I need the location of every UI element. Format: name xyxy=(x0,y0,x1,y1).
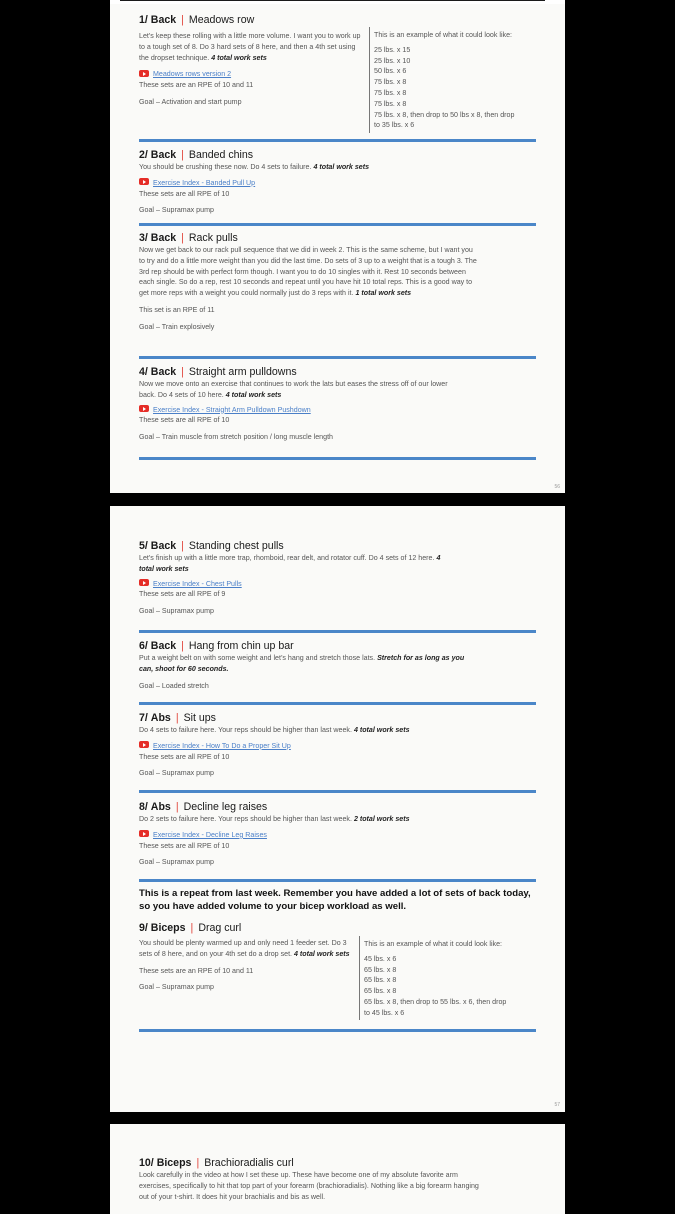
exercise-category: Back xyxy=(150,14,177,26)
exercise-number: 2/ xyxy=(139,149,148,161)
exercise-description: Look carefully in the video at how I set these up. These have become one of my absolute favorite arm exercises, specifically to hit that top part of your forearm (brachioradialis). Nothing like a big forearm hanging out of your t-shirt. It does hit your brachialis and bis as well. xyxy=(139,1171,479,1201)
exercise-body xyxy=(139,162,536,216)
exercise-category: Biceps xyxy=(156,1157,192,1169)
example-line: 25 lbs. x 15 xyxy=(374,45,411,54)
title-separator: | xyxy=(181,14,184,26)
example-lines xyxy=(364,954,540,1019)
exercise-number: 8/ xyxy=(139,801,148,813)
exercise-section-3 xyxy=(139,232,536,333)
exercise-name: Drag curl xyxy=(198,922,242,934)
example-line: 45 lbs. x 6 xyxy=(364,954,397,963)
exercise-description: Now we move onto an exercise that continues to work the lats but eases the stress off of our lower back. Do 4 sets of 10 here. 4 total work sets xyxy=(139,380,448,399)
exercise-description: Put a weight belt on with some weight and let’s hang and stretch those lats. Stretch for as long as you can, shoot for 60 seconds. xyxy=(139,654,465,673)
exercise-section-6 xyxy=(139,640,536,691)
section-divider xyxy=(139,457,536,460)
exercise-category: Back xyxy=(150,540,177,552)
rpe-note: These sets are all RPE of 10 xyxy=(139,416,230,425)
exercise-description: Do 2 sets to failure here. Your reps should be higher than last week. 2 total work sets xyxy=(139,815,410,823)
exercise-name: Straight arm pulldowns xyxy=(188,366,297,378)
exercise-number: 10/ xyxy=(139,1157,154,1169)
work-sets-emphasis: 4 total work sets xyxy=(313,163,370,171)
exercise-description: Now we get back to our rack pull sequence that we did in week 2. This is the same scheme, but I want you to try and do a little more weight than you did the last time. Do sets of 3 up to a weight that is a tough 3. The 3rd rep should be with perfect form though. I want you to do 10 singles with it. Rest 10 seconds between each single. So do a rep, rest 10 seconds and repeat until you have hit 10 total reps. This is a good way to get more reps with a weight you could normally just do 3 reps with it. 1 total work sets xyxy=(139,246,477,298)
title-separator: | xyxy=(181,640,184,652)
rpe-note: These sets are all RPE of 10 xyxy=(139,752,230,761)
page-number: 56 xyxy=(554,484,560,490)
exercise-description: You should be crushing these now. Do 4 sets to failure. 4 total work sets xyxy=(139,163,370,171)
title-separator: | xyxy=(181,232,184,244)
example-line: 50 lbs. x 6 xyxy=(374,67,407,76)
exercise-name: Rack pulls xyxy=(188,232,238,244)
video-link[interactable]: Meadows rows version 2 xyxy=(139,69,365,80)
section-divider xyxy=(139,879,536,882)
work-sets-emphasis: 4 total work sets xyxy=(225,390,282,399)
exercise-title xyxy=(139,540,536,553)
section-divider xyxy=(139,790,536,793)
exercise-name: Sit ups xyxy=(183,712,216,724)
title-separator: | xyxy=(196,1157,200,1169)
exercise-title xyxy=(139,922,536,935)
exercise-number: 3/ xyxy=(139,232,148,244)
section-divider xyxy=(139,630,536,633)
title-separator: | xyxy=(181,540,184,552)
goal-text: Goal – Supramax pump xyxy=(139,858,214,867)
goal-text: Goal – Supramax pump xyxy=(139,607,214,616)
example-line: 65 lbs. x 8 xyxy=(364,976,397,985)
work-sets-emphasis: 4 total work sets xyxy=(139,554,441,573)
example-lines xyxy=(374,45,546,131)
example-intro: This is an example of what it could look like: xyxy=(374,31,512,39)
video-link[interactable]: Exercise Index - Straight Arm Pulldown Pushdown xyxy=(139,405,449,416)
top-band xyxy=(110,0,565,4)
title-separator: | xyxy=(175,801,179,813)
rpe-note: These sets are all RPE of 9 xyxy=(139,590,226,599)
section-divider xyxy=(139,356,536,359)
exercise-title xyxy=(139,712,536,725)
youtube-icon xyxy=(139,741,149,748)
youtube-icon xyxy=(139,405,149,412)
goal-text: Goal – Supramax pump xyxy=(139,206,214,215)
example-line: 75 lbs. x 8, then drop to 50 lbs x 8, then drop xyxy=(374,110,515,119)
exercise-title xyxy=(139,366,536,379)
exercise-name: Hang from chin up bar xyxy=(188,640,294,652)
example-column xyxy=(369,27,546,133)
exercise-name: Standing chest pulls xyxy=(188,540,284,552)
exercise-name: Meadows row xyxy=(188,14,255,26)
section-divider xyxy=(139,223,536,226)
exercise-description: You should be plenty warmed up and only need 1 feeder set. Do 3 sets of 8 here, and on your 4th set do a drop set. 4 total work sets xyxy=(139,939,350,958)
exercise-title xyxy=(139,801,536,814)
work-sets-emphasis: 4 total work sets xyxy=(294,949,350,958)
exercise-category: Back xyxy=(150,640,177,652)
youtube-icon xyxy=(139,579,149,586)
exercise-section-4 xyxy=(139,366,536,443)
rpe-note: These sets are all RPE of 10 xyxy=(139,841,230,850)
example-intro: This is an example of what it could look like: xyxy=(364,940,502,948)
example-line: to 35 lbs. x 6 xyxy=(374,121,415,130)
document-page-56 xyxy=(110,0,565,493)
example-line: 65 lbs. x 8 xyxy=(364,987,397,996)
exercise-category: Back xyxy=(150,232,177,244)
goal-text: Goal – Train explosively xyxy=(139,322,215,331)
title-separator: | xyxy=(175,712,179,724)
youtube-icon xyxy=(139,830,149,837)
exercise-title xyxy=(139,1157,536,1170)
example-line: 75 lbs. x 8 xyxy=(374,99,407,108)
exercise-description: Let’s finish up with a little more trap, rhomboid, rear delt, and rotator cuff. Do 4 sets of 12 here. 4 total work sets xyxy=(139,554,441,573)
youtube-icon xyxy=(139,70,149,77)
exercise-title xyxy=(139,14,536,27)
goal-text: Goal – Supramax pump xyxy=(139,983,214,992)
exercise-category: Biceps xyxy=(150,922,186,934)
exercise-number: 9/ xyxy=(139,922,148,934)
section-divider xyxy=(139,139,536,142)
exercise-description: Do 4 sets to failure here. Your reps should be higher than last week. 4 total work sets xyxy=(139,726,410,734)
youtube-icon xyxy=(139,178,149,185)
section-divider xyxy=(139,702,536,705)
example-line: 75 lbs. x 8 xyxy=(374,88,407,97)
goal-text: Goal – Supramax pump xyxy=(139,769,214,778)
rpe-note: These sets are an RPE of 10 and 11 xyxy=(139,81,254,90)
document-page-58 xyxy=(110,1124,565,1214)
goal-text: Goal – Activation and start pump xyxy=(139,97,242,106)
title-separator: | xyxy=(181,366,184,378)
exercise-category: Back xyxy=(150,149,177,161)
exercise-title xyxy=(139,149,536,162)
section-divider xyxy=(139,1029,536,1032)
top-dark-bar xyxy=(120,0,545,1)
exercise-1-left-column xyxy=(139,31,365,108)
exercise-9-left-column xyxy=(139,938,357,993)
exercise-section-1 xyxy=(139,14,536,27)
exercise-description: Let’s keep these rolling with a little more volume. I want you to work up to a tough set of 8. Do 3 hard sets of 8 here, and then a 4th set using the dropset technique. 4 total work sets xyxy=(139,32,361,62)
exercise-body xyxy=(139,379,449,443)
document-page-57 xyxy=(110,506,565,1112)
exercise-body xyxy=(139,245,479,333)
page-number: 57 xyxy=(554,1102,560,1108)
exercise-body xyxy=(139,553,454,617)
example-line: 65 lbs. x 8 xyxy=(364,965,397,974)
example-line: 75 lbs. x 8 xyxy=(374,78,407,87)
goal-text: Goal – Loaded stretch xyxy=(139,681,209,690)
exercise-section-2 xyxy=(139,149,536,216)
video-link[interactable]: Exercise Index - How To Do a Proper Sit Up xyxy=(139,741,536,752)
title-separator: | xyxy=(190,922,194,934)
exercise-body xyxy=(139,725,536,779)
exercise-category: Abs xyxy=(150,801,171,813)
exercise-name: Decline leg raises xyxy=(183,801,268,813)
rpe-note: This set is an RPE of 11 xyxy=(139,305,215,314)
exercise-title xyxy=(139,640,536,653)
example-line: to 45 lbs. x 6 xyxy=(364,1008,405,1017)
example-line: 65 lbs. x 8, then drop to 55 lbs. x 6, then drop xyxy=(364,997,507,1006)
exercise-section-5 xyxy=(139,540,536,617)
work-sets-emphasis: 4 total work sets xyxy=(353,726,410,734)
exercise-number: 5/ xyxy=(139,540,148,552)
exercise-section-7 xyxy=(139,712,536,779)
rpe-note: These sets are an RPE of 10 and 11 xyxy=(139,966,254,975)
rpe-note: These sets are all RPE of 10 xyxy=(139,189,230,198)
exercise-number: 6/ xyxy=(139,640,148,652)
example-column xyxy=(359,936,540,1020)
goal-text: Goal – Train muscle from stretch position / long muscle length xyxy=(139,433,333,442)
exercise-category: Back xyxy=(150,366,177,378)
exercise-name: Banded chins xyxy=(188,149,254,161)
exercise-number: 1/ xyxy=(139,14,148,26)
exercise-category: Abs xyxy=(150,712,171,724)
exercise-title xyxy=(139,232,536,245)
video-link[interactable]: Exercise Index - Chest Pulls xyxy=(139,579,454,590)
exercise-body xyxy=(139,814,536,868)
exercise-section-8 xyxy=(139,801,536,868)
stretch-emphasis: Stretch for as long as you can, shoot for 60 seconds. xyxy=(139,654,465,673)
work-sets-emphasis: 4 total work sets xyxy=(211,53,267,62)
exercise-body xyxy=(139,653,469,691)
exercise-section-10 xyxy=(139,1157,536,1202)
repeat-callout: This is a repeat from last week. Remember you have added a lot of sets of back today, so you have added volume to your bicep workload as well. xyxy=(139,888,531,912)
example-line: 25 lbs. x 10 xyxy=(374,56,411,65)
exercise-number: 7/ xyxy=(139,712,148,724)
work-sets-emphasis: 2 total work sets xyxy=(353,815,410,823)
work-sets-emphasis: 1 total work sets xyxy=(355,289,412,298)
exercise-section-9 xyxy=(139,922,536,935)
exercise-name: Brachioradialis curl xyxy=(204,1157,294,1169)
exercise-number: 4/ xyxy=(139,366,148,378)
title-separator: | xyxy=(181,149,184,161)
video-link[interactable]: Exercise Index - Banded Pull Up xyxy=(139,178,536,189)
video-link[interactable]: Exercise Index - Decline Leg Raises xyxy=(139,830,536,841)
